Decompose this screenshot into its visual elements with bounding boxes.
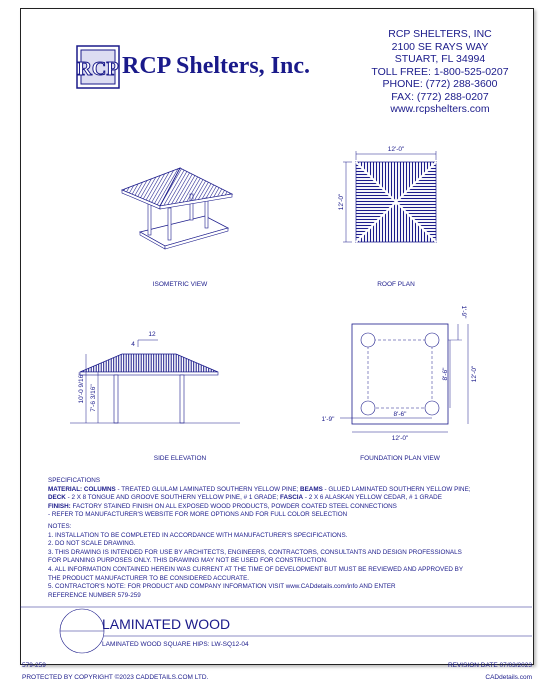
notes-heading: NOTES: (48, 523, 72, 530)
spec-refer-line: - REFER TO MANUFACTURER'S WEBSITE FOR MORE OPTIONS AND FOR FULL COLOR SELECTION (48, 511, 348, 519)
specifications-heading: SPECIFICATIONS (48, 477, 101, 484)
foundation-plan-label: FOUNDATION PLAN VIEW (360, 455, 440, 462)
svg-text:RCP: RCP (77, 58, 119, 80)
note-line: 2. DO NOT SCALE DRAWING. (48, 540, 136, 548)
spec-deck-line: DECK - 2 X 8 TONGUE AND GROOVE SOUTHERN YELLOW PINE, # 1 GRADE; FASCIA - 2 X 6 ALASKAN YELLOW CEDAR, # 1 GRADE (48, 494, 442, 502)
caddetails-link[interactable]: CADdetails.com (485, 674, 532, 681)
note-line: 3. THIS DRAWING IS INTENDED FOR USE BY ARCHITECTS, ENGINEERS, CONTRACTORS, CONSULTANTS AND DESIGN PROFESSIONALS (48, 548, 462, 556)
copyright-text: PROTECTED BY COPYRIGHT ©2023 CADDETAILS.COM LTD. (22, 674, 209, 681)
specifications-block (48, 477, 518, 520)
drawing-title: LAMINATED WOOD (102, 616, 231, 632)
company-logo-text: RCP Shelters, Inc. (122, 53, 310, 79)
spec-material-line: MATERIAL: COLUMNS - TREATED GLULAM LAMINATED SOUTHERN YELLOW PINE; BEAMS - GLUED LAMINATED SOUTHERN YELLOW PINE; (48, 485, 471, 493)
company-website-link[interactable]: www.rcpshelters.com (390, 103, 490, 115)
reference-number: 579-259 (22, 662, 46, 669)
company-contact-block (360, 28, 520, 116)
note-line: FOR PLANNING PURPOSES ONLY. THIS DRAWING MAY NOT BE USED FOR CONSTRUCTION. (48, 557, 328, 565)
slab-width-dimension: 12'-0" (391, 435, 409, 442)
pitch-run-label: 12 (148, 331, 156, 338)
post-spacing-width-dimension: 8'-6" (393, 411, 407, 418)
roof-plan-label: ROOF PLAN (377, 281, 415, 288)
roof-depth-dimension: 12'-0" (338, 193, 345, 211)
eave-height-dimension: 7'-6 3/16" (90, 384, 97, 412)
contact-line: STUART, FL 34994 (394, 53, 486, 65)
contact-line: 2100 SE RAYS WAY (391, 40, 489, 53)
notes-block (48, 523, 518, 600)
post-spacing-depth-dimension: 8'-6" (442, 367, 449, 381)
contact-line: PHONE: (772) 288-3600 (382, 78, 498, 90)
note-line: 4. ALL INFORMATION CONTAINED HEREIN WAS CURRENT AT THE TIME OF DEVELOPMENT BUT MUST BE REVIEWED AND APPROVED BY (48, 565, 464, 573)
contact-line: FAX: (772) 288-0207 (391, 90, 489, 103)
contact-line: TOLL FREE: 1-800-525-0207 (371, 65, 509, 78)
isometric-view-label: ISOMETRIC VIEW (152, 281, 208, 288)
spec-finish-line: FINISH: FACTORY STAINED FINISH ON ALL EXPOSED WOOD PRODUCTS, POWDER COATED STEEL CONNECTIONS (48, 502, 397, 510)
note-line: THE PRODUCT MANUFACTURER TO BE CONSIDERED ACCURATE. (48, 574, 250, 582)
drawing-subtitle: LAMINATED WOOD SQUARE HIPS: LW-SQ12-04 (102, 641, 249, 648)
rcp-logo-icon (76, 45, 120, 89)
contact-line: RCP SHELTERS, INC (388, 28, 492, 40)
top-overhang-dimension: 1'-9" (460, 305, 467, 319)
title-block-frame (20, 605, 532, 663)
slab-depth-dimension: 12'-0" (471, 365, 478, 383)
note-line: 1. INSTALLATION TO BE COMPLETED IN ACCORDANCE WITH MANUFACTURER'S SPECIFICATIONS. (48, 531, 348, 539)
note-line: REFERENCE NUMBER 579-259 (48, 591, 141, 599)
pitch-rise-label: 4 (131, 341, 135, 348)
side-elevation-label: SIDE ELEVATION (153, 455, 207, 462)
note-line: 5. CONTRACTOR'S NOTE: FOR PRODUCT AND COMPANY INFORMATION VISIT www.CADdetails.com/info AND ENTER (48, 583, 396, 591)
foundation-plan-drawing (310, 300, 490, 450)
roof-plan-drawing (330, 140, 470, 260)
side-elevation-drawing (70, 322, 240, 442)
left-overhang-dimension: 1'-9" (321, 416, 335, 423)
revision-date: REVISION DATE 07/03/2023 (447, 662, 532, 669)
overall-height-dimension: 10'-0 9/16" (78, 372, 85, 404)
isometric-view-drawing (110, 160, 250, 250)
roof-width-dimension: 12'-0" (387, 146, 405, 153)
